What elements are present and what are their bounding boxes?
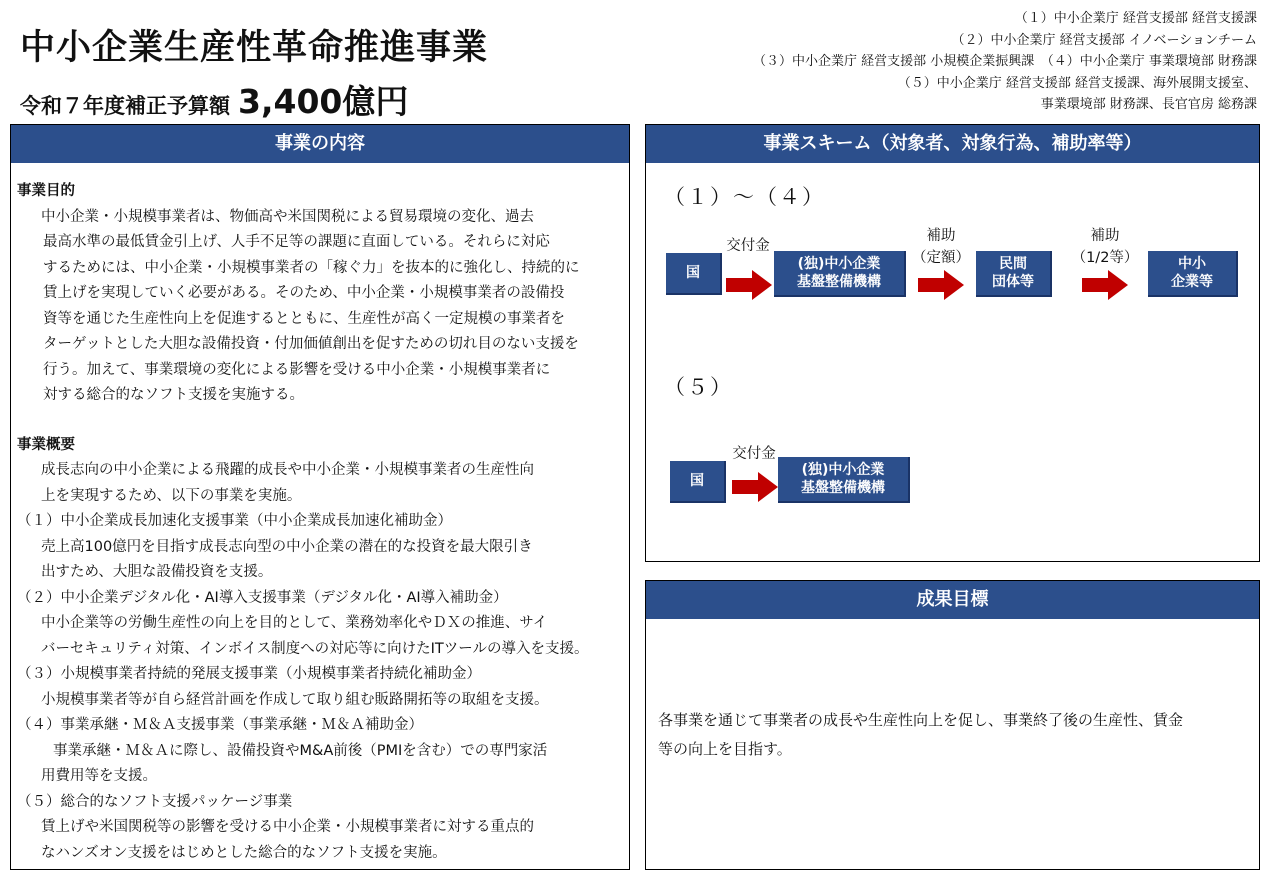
flow1-node-government: 国 <box>666 253 722 295</box>
scheme-heading: 事業スキーム（対象者、対象行為、補助率等） <box>646 125 1259 163</box>
flow2-node-government: 国 <box>670 461 726 503</box>
overview-item-line: 売上高100億円を目指す成長志向型の中小企業の潜在的な投資を最大限引き <box>41 538 533 555</box>
overview-item-line: 用費用等を支援。 <box>41 768 157 784</box>
overview-item-line: 中小企業等の労働生産性の向上を目的として、業務効率化やＤＸの推進、サイ <box>41 615 548 631</box>
goal-panel <box>645 580 1260 870</box>
flow1-node-private-org: 民間 団体等 <box>976 251 1052 297</box>
flow1-label: （１）～（４） <box>664 185 825 209</box>
department-line: 事業環境部 財務課、長官官房 総務課 <box>1040 97 1257 112</box>
content-body <box>11 163 629 866</box>
overview-intro-line: 上を実現するため、以下の事業を実施。 <box>41 487 302 504</box>
overview-item-line: 小規模事業者等が自ら経営計画を作成して取り組む販路開拓等の取組を支援。 <box>41 691 549 708</box>
budget-line <box>20 76 408 123</box>
scheme-panel <box>645 124 1260 562</box>
arrow-right-icon <box>726 269 774 301</box>
goal-text <box>658 706 1183 764</box>
goal-line: 各事業を通じて事業者の成長や生産性向上を促し、事業終了後の生産性、賃金 <box>658 711 1184 729</box>
department-line: （１）中小企業庁 経営支援部 経営支援課 <box>1014 11 1257 26</box>
page-title: 中小企業生産性革命推進事業 <box>20 28 489 68</box>
overview-item-line: 事業承継・Ｍ＆Ａに際し、設備投資やM&A前後（PMIを含む）での専門家活 <box>53 742 548 759</box>
flow1-edge-label: 交付金 <box>726 238 770 254</box>
arrow-right-icon <box>732 471 780 503</box>
purpose-line: 行う。加えて、事業環境の変化による影響を受ける中小企業・小規模事業者に <box>43 361 551 378</box>
overview-item-title: （１）中小企業成長加速化支援事業（中小企業成長加速化補助金） <box>17 513 452 529</box>
flow2-edge-label: 交付金 <box>732 446 776 462</box>
department-line: （３）中小企業庁 経営支援部 小規模企業振興課 （４）中小企業庁 事業環境部 財務課 <box>752 54 1257 69</box>
overview-item-title: （５）総合的なソフト支援パッケージ事業 <box>17 793 293 810</box>
overview-item-line: 賃上げや米国関税等の影響を受ける中小企業・小規模事業者に対する重点的 <box>41 819 534 835</box>
department-list <box>753 8 1257 116</box>
flow1-node-sme: 中小 企業等 <box>1148 251 1238 297</box>
purpose-line: 賃上げを実現していく必要がある。そのため、中小企業・小規模事業者の設備投 <box>43 285 565 301</box>
flow2-node-smrj: (独)中小企業 基盤整備機構 <box>778 457 910 503</box>
purpose-title: 事業目的 <box>17 183 75 199</box>
purpose-line: 対する総合的なソフト支援を実施する。 <box>43 387 304 403</box>
section-spacer <box>17 409 629 433</box>
flow2-label: （５） <box>664 375 733 399</box>
goal-heading: 成果目標 <box>646 581 1259 619</box>
content-heading: 事業の内容 <box>11 125 629 163</box>
overview-item-line: なハンズオン支援をはじめとした総合的なソフト支援を実施。 <box>41 844 447 861</box>
purpose-line: 資等を通じた生産性向上を促進するとともに、生産性が高く一定規模の事業者を <box>43 310 565 327</box>
overview-item-line: 出すため、大胆な設備投資を支援。 <box>41 564 273 580</box>
department-line: （５）中小企業庁 経営支援部 経営支援課、海外展開支援室、 <box>897 75 1257 91</box>
flow1-node-smrj: (独)中小企業 基盤整備機構 <box>774 251 906 297</box>
purpose-line: 中小企業・小規模事業者は、物価高や米国関税による貿易環境の変化、過去 <box>41 208 534 225</box>
overview-item-title: （４）事業承継・Ｍ＆Ａ支援事業（事業承継・Ｍ＆Ａ補助金） <box>17 717 423 733</box>
flow1-edge-label: 補助 （1/2等） <box>1071 228 1139 266</box>
budget-amount: 3,400億円 <box>238 82 409 121</box>
overview-title: 事業概要 <box>17 436 75 453</box>
budget-label: 令和７年度補正予算額 <box>20 94 230 118</box>
overview-item-line: バーセキュリティ対策、インボイス制度への対応等に向けたITツールの導入を支援。 <box>41 640 589 657</box>
goal-line: 等の向上を目指す。 <box>658 740 792 758</box>
content-panel <box>10 124 630 870</box>
overview-intro-line: 成長志向の中小企業による飛躍的成長や中小企業・小規模事業者の生産性向 <box>41 462 534 478</box>
purpose-line: 最高水準の最低賃金引上げ、人手不足等の課題に直面している。それらに対応 <box>43 234 550 250</box>
purpose-line: するためには、中小企業・小規模事業者の「稼ぐ力」を抜本的に強化し、持続的に <box>43 259 580 276</box>
department-line: （２）中小企業庁 経営支援部 イノベーションチーム <box>951 32 1257 48</box>
flow1-edge-label: 補助 （定額） <box>912 228 970 266</box>
overview-item-title: （３）小規模事業者持続的発展支援事業（小規模事業者持続化補助金） <box>17 666 481 682</box>
overview-item-title: （２）中小企業デジタル化・AI導入支援事業（デジタル化・AI導入補助金） <box>17 589 508 606</box>
purpose-line: ターゲットとした大胆な設備投資・付加価値創出を促すための切れ目のない支援を <box>43 336 579 352</box>
arrow-right-icon <box>1082 269 1130 301</box>
arrow-right-icon <box>918 269 966 301</box>
